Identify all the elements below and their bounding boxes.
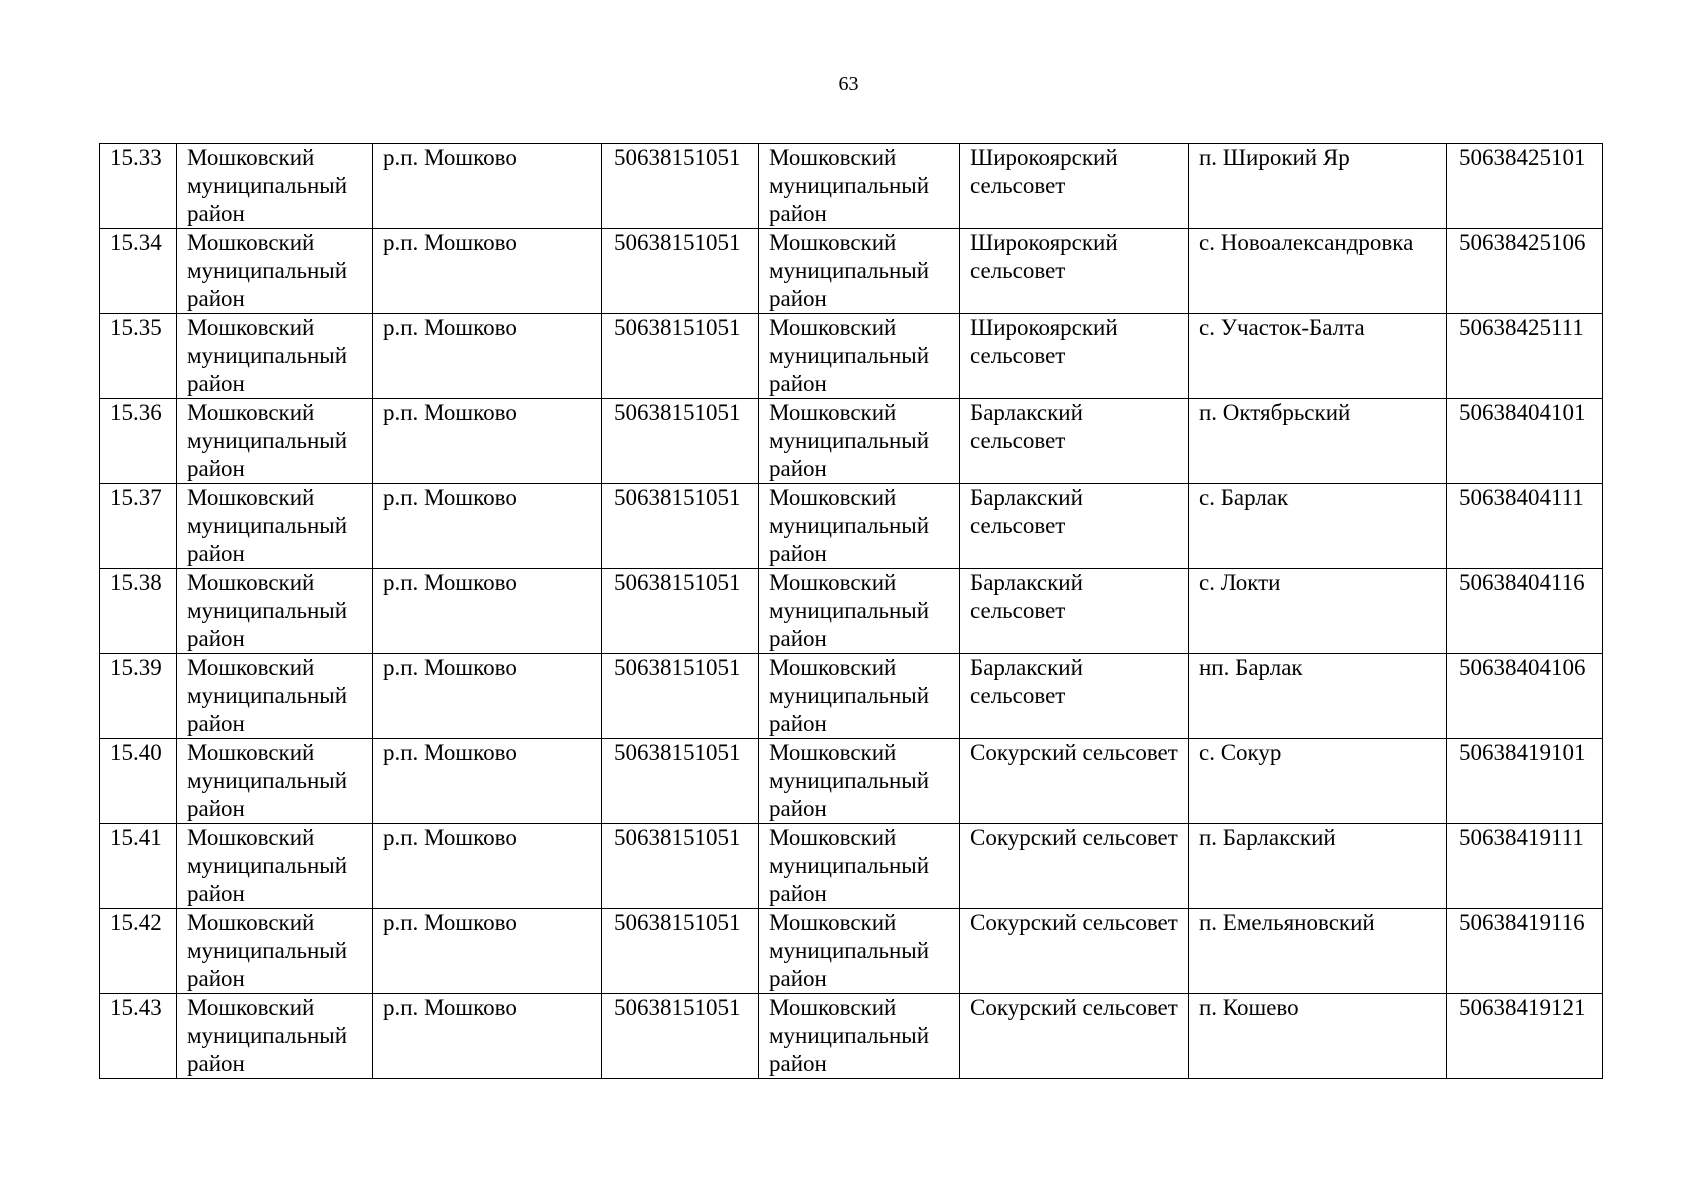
table-row [100,909,1603,994]
row-number-cell: 15.37 [100,484,177,569]
district-cell: Мошковский муниципальный район [177,229,373,314]
settlement-code-cell: 50638419101 [1447,739,1603,824]
settlement-cell: с. Новоалександровка [1189,229,1447,314]
table-row [100,994,1603,1079]
table-row [100,399,1603,484]
table-row [100,229,1603,314]
row-number-cell: 15.39 [100,654,177,739]
admin-center-code-cell: 50638151051 [602,994,759,1079]
settlement-code-cell: 50638425101 [1447,144,1603,229]
admin-center-cell: р.п. Мошково [373,739,602,824]
admin-center-cell: р.п. Мошково [373,994,602,1079]
council-cell: Барлакский сельсовет [960,484,1189,569]
settlement-cell: п. Барлакский [1189,824,1447,909]
table-body [100,144,1603,1079]
row-number-cell: 15.33 [100,144,177,229]
council-cell: Сокурский сельсовет [960,739,1189,824]
admin-center-code-cell: 50638151051 [602,739,759,824]
settlement-cell: п. Октябрьский [1189,399,1447,484]
admin-center-cell: р.п. Мошково [373,399,602,484]
settlement-code-cell: 50638425111 [1447,314,1603,399]
admin-center-code-cell: 50638151051 [602,144,759,229]
table-row [100,314,1603,399]
admin-center-code-cell: 50638151051 [602,909,759,994]
row-number-cell: 15.34 [100,229,177,314]
admin-center-cell: р.п. Мошково [373,484,602,569]
row-number-cell: 15.42 [100,909,177,994]
district-cell: Мошковский муниципальный район [177,144,373,229]
municipality-cell: Мошковский муниципальный район [759,994,960,1079]
district-cell: Мошковский муниципальный район [177,994,373,1079]
settlement-cell: с. Барлак [1189,484,1447,569]
settlements-table [99,143,1603,1079]
admin-center-code-cell: 50638151051 [602,229,759,314]
admin-center-cell: р.п. Мошково [373,144,602,229]
district-cell: Мошковский муниципальный район [177,824,373,909]
row-number-cell: 15.36 [100,399,177,484]
admin-center-code-cell: 50638151051 [602,399,759,484]
row-number-cell: 15.43 [100,994,177,1079]
admin-center-cell: р.п. Мошково [373,824,602,909]
admin-center-code-cell: 50638151051 [602,824,759,909]
admin-center-cell: р.п. Мошково [373,314,602,399]
district-cell: Мошковский муниципальный район [177,314,373,399]
settlement-cell: п. Емельяновский [1189,909,1447,994]
settlement-code-cell: 50638419111 [1447,824,1603,909]
table-row [100,484,1603,569]
council-cell: Барлакский сельсовет [960,399,1189,484]
settlement-cell: с. Участок-Балта [1189,314,1447,399]
settlement-cell: с. Локти [1189,569,1447,654]
settlement-code-cell: 50638404111 [1447,484,1603,569]
table-row [100,569,1603,654]
admin-center-cell: р.п. Мошково [373,569,602,654]
district-cell: Мошковский муниципальный район [177,909,373,994]
settlement-code-cell: 50638419116 [1447,909,1603,994]
municipality-cell: Мошковский муниципальный район [759,314,960,399]
council-cell: Сокурский сельсовет [960,994,1189,1079]
row-number-cell: 15.41 [100,824,177,909]
table-row [100,144,1603,229]
settlement-code-cell: 50638404116 [1447,569,1603,654]
admin-center-cell: р.п. Мошково [373,654,602,739]
municipality-cell: Мошковский муниципальный район [759,654,960,739]
district-cell: Мошковский муниципальный район [177,399,373,484]
settlement-code-cell: 50638425106 [1447,229,1603,314]
district-cell: Мошковский муниципальный район [177,654,373,739]
district-cell: Мошковский муниципальный район [177,569,373,654]
table-row [100,739,1603,824]
admin-center-code-cell: 50638151051 [602,569,759,654]
settlement-code-cell: 50638419121 [1447,994,1603,1079]
settlement-code-cell: 50638404106 [1447,654,1603,739]
district-cell: Мошковский муниципальный район [177,484,373,569]
municipality-cell: Мошковский муниципальный район [759,399,960,484]
council-cell: Барлакский сельсовет [960,569,1189,654]
council-cell: Сокурский сельсовет [960,824,1189,909]
admin-center-code-cell: 50638151051 [602,314,759,399]
row-number-cell: 15.40 [100,739,177,824]
council-cell: Широкоярский сельсовет [960,314,1189,399]
council-cell: Широкоярский сельсовет [960,229,1189,314]
row-number-cell: 15.35 [100,314,177,399]
council-cell: Барлакский сельсовет [960,654,1189,739]
municipality-cell: Мошковский муниципальный район [759,144,960,229]
row-number-cell: 15.38 [100,569,177,654]
table-row [100,654,1603,739]
settlement-cell: п. Кошево [1189,994,1447,1079]
admin-center-cell: р.п. Мошково [373,229,602,314]
page-number: 63 [838,73,859,95]
settlement-cell: нп. Барлак [1189,654,1447,739]
district-cell: Мошковский муниципальный район [177,739,373,824]
admin-center-cell: р.п. Мошково [373,909,602,994]
council-cell: Широкоярский сельсовет [960,144,1189,229]
table-row [100,824,1603,909]
settlement-cell: с. Сокур [1189,739,1447,824]
admin-center-code-cell: 50638151051 [602,654,759,739]
municipality-cell: Мошковский муниципальный район [759,824,960,909]
council-cell: Сокурский сельсовет [960,909,1189,994]
municipality-cell: Мошковский муниципальный район [759,229,960,314]
settlement-code-cell: 50638404101 [1447,399,1603,484]
admin-center-code-cell: 50638151051 [602,484,759,569]
municipality-cell: Мошковский муниципальный район [759,484,960,569]
municipality-cell: Мошковский муниципальный район [759,569,960,654]
municipality-cell: Мошковский муниципальный район [759,909,960,994]
municipality-cell: Мошковский муниципальный район [759,739,960,824]
settlement-cell: п. Широкий Яр [1189,144,1447,229]
